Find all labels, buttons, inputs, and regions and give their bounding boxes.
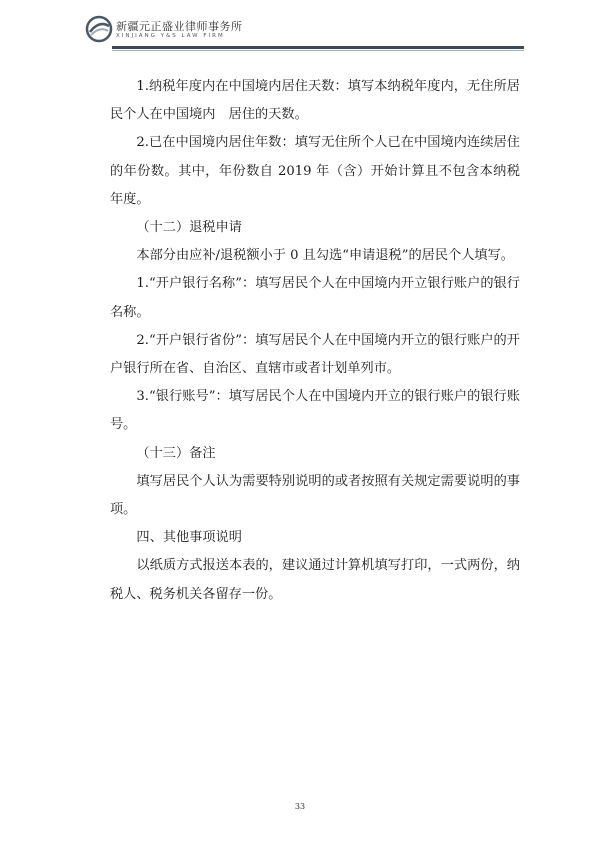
firm-name-cn: 新疆元正盛业律师事务所 (116, 20, 243, 33)
firm-name-en: XINJIANG Y&S LAW FIRM (116, 33, 225, 39)
paragraph-bank-name: 1.“开户银行名称”：填写居民个人在中国境内开立银行账户的银行名称。 (110, 276, 520, 320)
letterhead (84, 14, 524, 50)
paragraph-residence-days: 1.纳税年度内在中国境内居住天数：填写本纳税年度内，无住所居民个人在中国境内 居住的天数。 (110, 79, 520, 123)
section-heading-remarks: （十三）备注 (136, 445, 216, 461)
header-rule-thin (112, 50, 524, 51)
firm-logo-icon (84, 14, 114, 44)
paragraph-bank-account: 3.“银行账号”：填写居民个人在中国境内开立的银行账户的银行账号。 (110, 389, 520, 433)
paragraph-bank-province: 2.“开户银行省份”：填写居民个人在中国境内开立的银行账户的开户银行所在省、自治区、直辖市或者计划单列市。 (110, 332, 520, 377)
paragraph-submission: 以纸质方式报送本表的，建议通过计算机填写打印，一式两份，纳税人、税务机关各留存一份。 (110, 558, 520, 602)
paragraph-refund-scope: 本部分由应补/退税额小于 0 且勾选“申请退税”的居民个人填写。 (136, 248, 514, 264)
section-heading-other: 四、其他事项说明 (136, 530, 242, 546)
paragraph-remarks: 填写居民个人认为需要特别说明的或者按照有关规定需要说明的事项。 (110, 473, 520, 518)
section-heading-refund: （十二）退税申请 (136, 220, 242, 236)
page-number: 33 (294, 802, 306, 811)
paragraph-residence-years: 2.已在中国境内居住年数：填写无住所个人已在中国境内连续居住的年份数。其中，年份数自 2019 年（含）开始计算且不包含本纳税年度。 (110, 135, 520, 207)
header-rule (112, 46, 524, 49)
document-body (110, 73, 520, 609)
